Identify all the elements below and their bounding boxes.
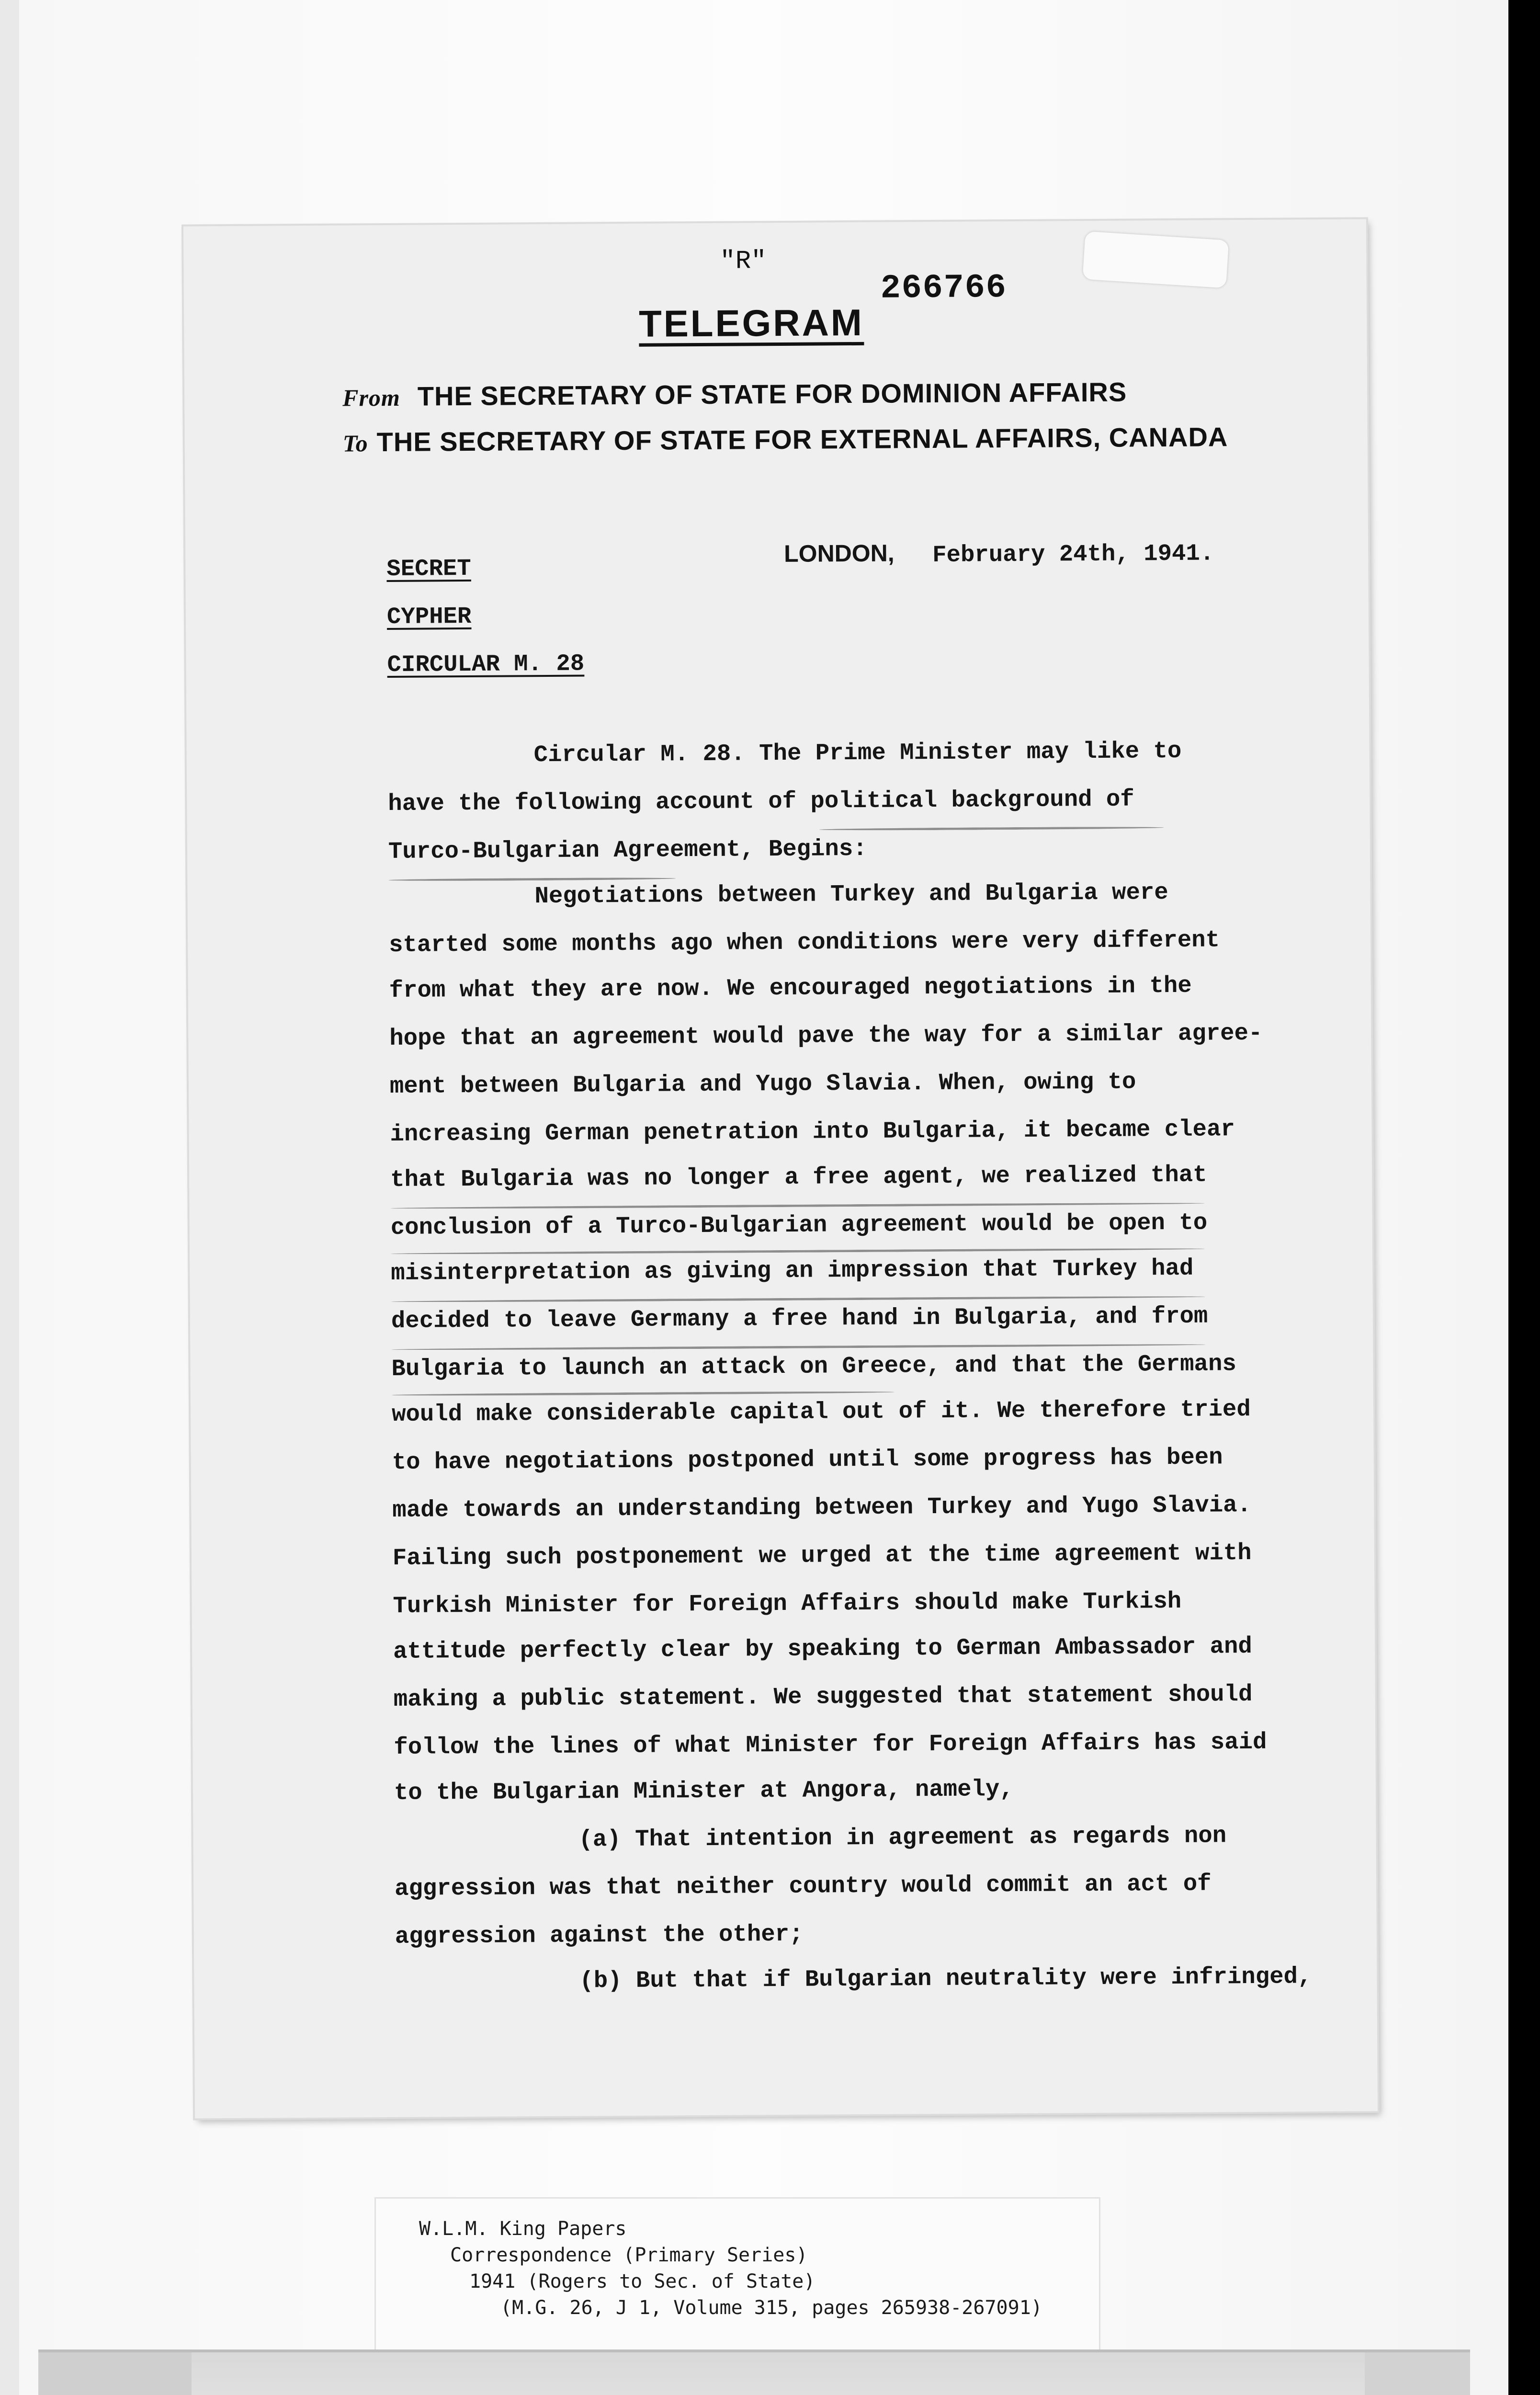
body-line: that Bulgaria was no longer a free agent, we realized that <box>390 1161 1207 1193</box>
body-line: Circular M. 28. The Prime Minister may like to <box>533 737 1182 769</box>
classification-circular: CIRCULAR M. 28 <box>387 650 585 678</box>
document-title: TELEGRAM <box>639 304 864 347</box>
body-line: ment between Bulgaria and Yugo Slavia. When, owing to <box>389 1068 1136 1100</box>
body-line: have the following account of political background of <box>388 786 1134 817</box>
body-line: increasing German penetration into Bulgaria, it became clear <box>390 1116 1235 1148</box>
body-line: Bulgaria to launch an attack on Greece, and that the Germans <box>391 1350 1236 1382</box>
label-line: Correspondence (Primary Series) <box>450 2244 808 2266</box>
date: February 24th, 1941. <box>932 540 1214 569</box>
body-line: Negotiations between Turkey and Bulgaria were <box>534 879 1168 910</box>
paper-tab <box>1083 231 1229 288</box>
document-number: 266766 <box>880 269 1008 308</box>
body-line: would make considerable capital out of it. We therefore tried <box>391 1396 1251 1428</box>
body-line: follow the lines of what Minister for Foreign Affairs has said <box>394 1728 1267 1761</box>
body-line: aggression against the other; <box>395 1920 804 1950</box>
label-line: (M.G. 26, J 1, Volume 315, pages 265938-267091) <box>500 2297 1042 2319</box>
pencil-underline <box>391 1296 1205 1303</box>
pencil-underline <box>392 1391 895 1396</box>
to-text: THE SECRETARY OF STATE FOR EXTERNAL AFFAIRS, CANADA <box>376 422 1228 457</box>
pencil-underline <box>391 1248 1205 1255</box>
body-line: started some months ago when conditions were very different <box>388 926 1220 958</box>
pencil-underline <box>819 826 1164 831</box>
from-label: From <box>342 384 401 411</box>
classification-cypher: CYPHER <box>386 603 472 630</box>
body-line: attitude perfectly clear by speaking to German Ambassador and <box>393 1633 1252 1665</box>
body-line: making a public statement. We suggested that statement should <box>393 1681 1253 1713</box>
body-line: to the Bulgarian Minister at Angora, namely, <box>394 1776 1014 1806</box>
r-mark: "R" <box>720 247 767 276</box>
body-line: decided to leave Germany a free hand in Bulgaria, and from <box>391 1302 1208 1334</box>
place: LONDON, <box>783 539 895 567</box>
archive-board <box>38 2349 1470 2395</box>
label-line: W.L.M. King Papers <box>419 2218 627 2240</box>
board-right-strip <box>1365 2352 1470 2395</box>
label-line: 1941 (Rogers to Sec. of State) <box>469 2270 815 2292</box>
collection-label <box>376 2199 1099 2352</box>
body-line: aggression was that neither country would commit an act of <box>394 1870 1212 1902</box>
body-line: conclusion of a Turco-Bulgarian agreement would be open to <box>390 1209 1208 1241</box>
body-line: (b) But that if Bulgarian neutrality were infringed, <box>579 1963 1312 1995</box>
body-line: Turco-Bulgarian Agreement, Begins: <box>388 835 867 865</box>
body-line: (a) That intention in agreement as regards non <box>578 1822 1227 1853</box>
to-line <box>343 421 1228 457</box>
body-line: misinterpretation as giving an impression that Turkey had <box>391 1255 1194 1287</box>
to-label: To <box>342 430 368 457</box>
telegram-sheet <box>183 219 1378 2118</box>
board-left-strip <box>38 2352 192 2395</box>
body-line: to have negotiations postponed until some progress has been <box>392 1444 1223 1476</box>
body-line: Turkish Minister for Foreign Affairs should make Turkish <box>393 1587 1182 1619</box>
from-line <box>342 376 1127 412</box>
film-edge <box>0 0 19 2395</box>
body-line: hope that an agreement would pave the way for a similar agree- <box>389 1019 1263 1052</box>
from-text: THE SECRETARY OF STATE FOR DOMINION AFFAIRS <box>417 376 1127 411</box>
body-line: made towards an understanding between Turkey and Yugo Slavia. <box>392 1492 1252 1524</box>
classification-secret: SECRET <box>386 555 471 583</box>
pencil-underline <box>390 1202 1204 1209</box>
pencil-underline <box>391 1344 1205 1351</box>
body-line: from what they are now. We encouraged negotiations in the <box>389 972 1192 1004</box>
body-line: Failing such postponement we urged at the time agreement with <box>392 1540 1252 1572</box>
pencil-underline <box>388 877 676 881</box>
